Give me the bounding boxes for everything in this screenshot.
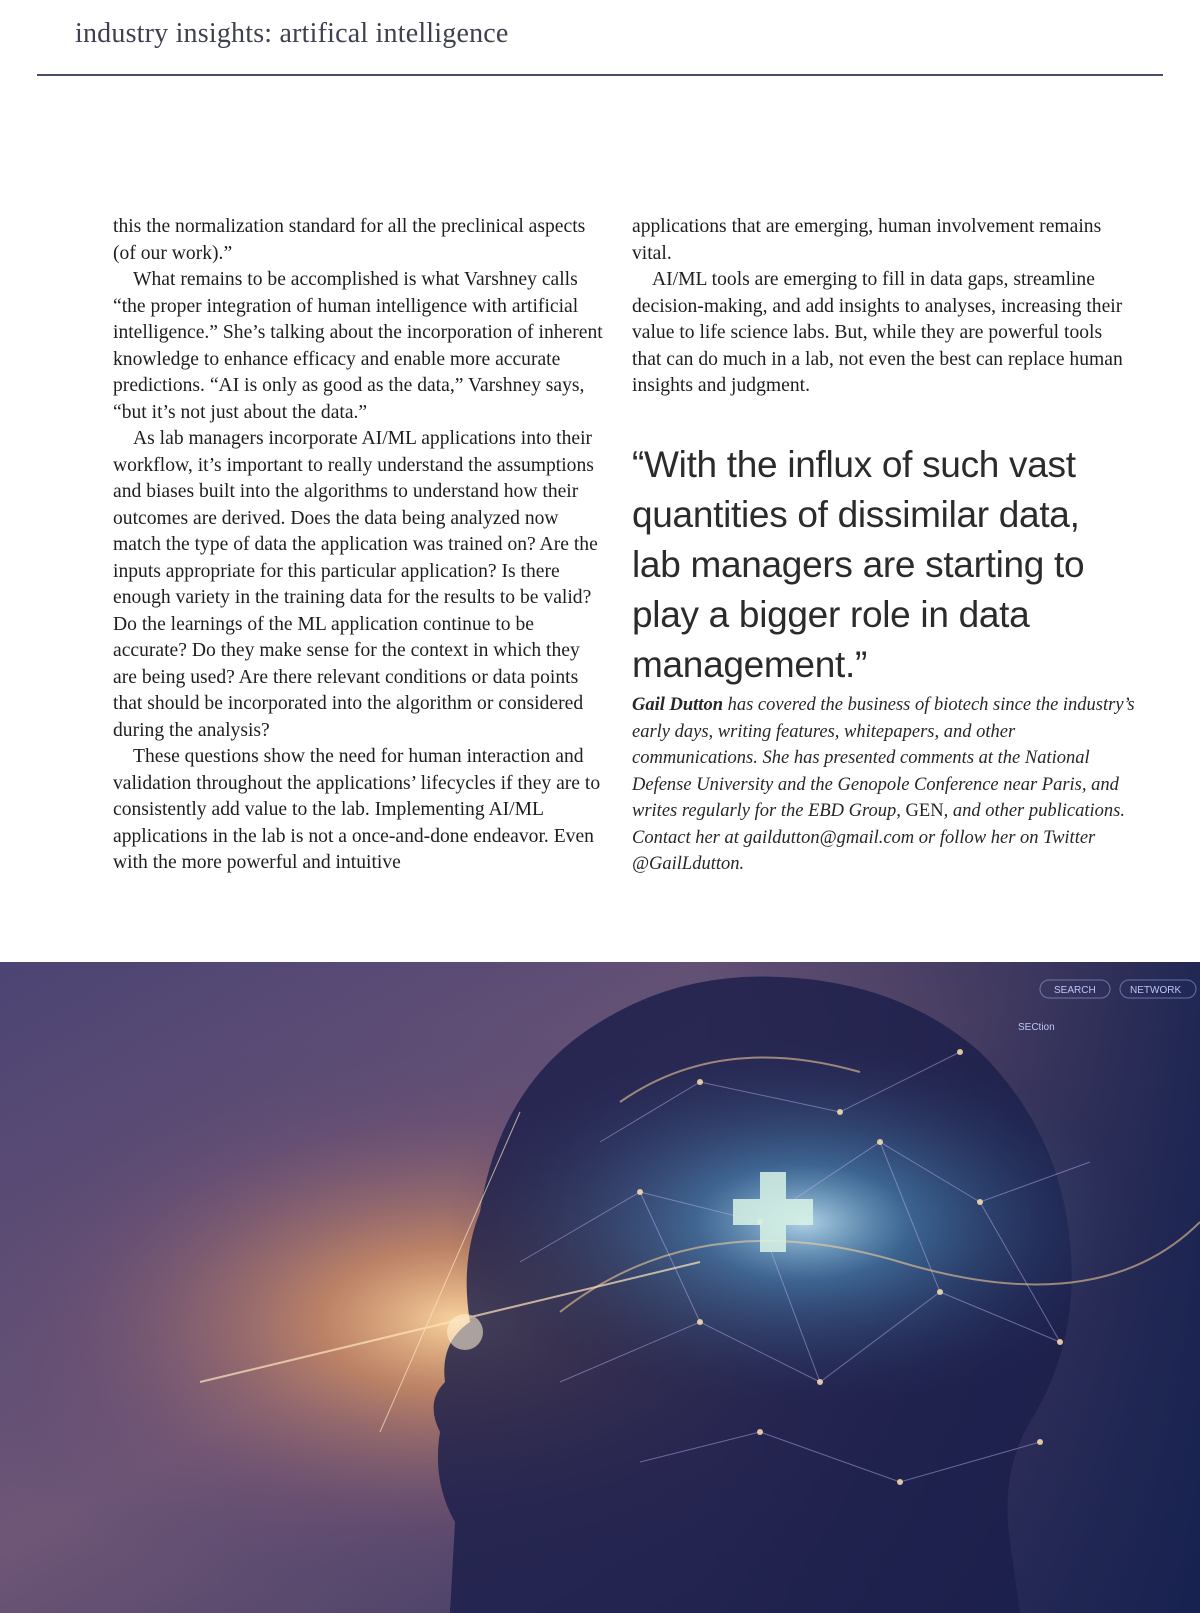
paragraph: AI/ML tools are emerging to fill in data gaps, streamline decision-making, and add insights to analyses, increasing their value to life science labs. But, while they are powerful tools that can do much in a lab, not even the best can replace human insights and judgment. [632, 269, 1123, 396]
pull-quote: “With the influx of such vast quantities of dissimilar data, lab managers are starting to play a bigger role in data management.” [632, 444, 1085, 685]
paragraph: What remains to be accomplished is what Varshney calls “the proper integration of human intelligence with artificial intelligence.” She’s talking about the incorporation of inherent knowledge to enhance efficacy and enable more accurate predictions. “AI is only as good as the data,” Varshney says, “but it’s not just about the data.” [113, 269, 603, 423]
bio-text: , and other publications. Contact her at gaildutton@gmail.com or follow her on Twitter @GailLdutton. [632, 801, 1125, 874]
paragraph: applications that are emerging, human involvement remains vital. [632, 216, 1102, 264]
paragraph: These questions show the need for human interaction and validation throughout the applications’ lifecycles if they are to consistently add value to the lab. Implementing AI/ML applications in the lab is not a once-and-done endeavor. Even with the more powerful and intuitive [113, 746, 601, 873]
hud-search-label: SEARCH [1054, 985, 1096, 996]
running-head: industry insights: artifical intelligence [75, 18, 509, 49]
header-rule [37, 74, 1163, 76]
hero-image [0, 962, 1200, 1613]
paragraph: As lab managers incorporate AI/ML applications into their workflow, it’s important to really understand the assumptions and biases built into the algorithms to understand how their outcomes are derived. Does the data being analyzed now match the type of data the application was trained on? Are the inputs appropriate for this particular application? Is there enough variety in the training data for the results to be valid? Do the learnings of the ML application continue to be accurate? Do they make sense for the context in which they are being used? Are there relevant conditions or data points that should be incorporated into the algorithm or considered during the analysis? [113, 428, 598, 741]
paragraph: this the normalization standard for all the preclinical aspects (of our work).” [113, 216, 586, 264]
author-bio [632, 692, 1137, 878]
article-column-right [632, 214, 1132, 400]
article-column-left [113, 214, 608, 877]
ai-head-illustration [0, 962, 1200, 1613]
bio-text: has covered the business of biotech since the industry’s early days, writing features, whitepapers, and other communications. She has presented comments at the National Defense University and the Genopole Conference near Paris, and writes regularly for the EBD Group, [632, 695, 1135, 821]
publication-name: GEN [905, 801, 944, 821]
author-name: Gail Dutton [632, 695, 723, 715]
hud-network-label: NETWORK [1130, 985, 1182, 996]
hud-section-label: SECtion [1018, 1022, 1055, 1033]
